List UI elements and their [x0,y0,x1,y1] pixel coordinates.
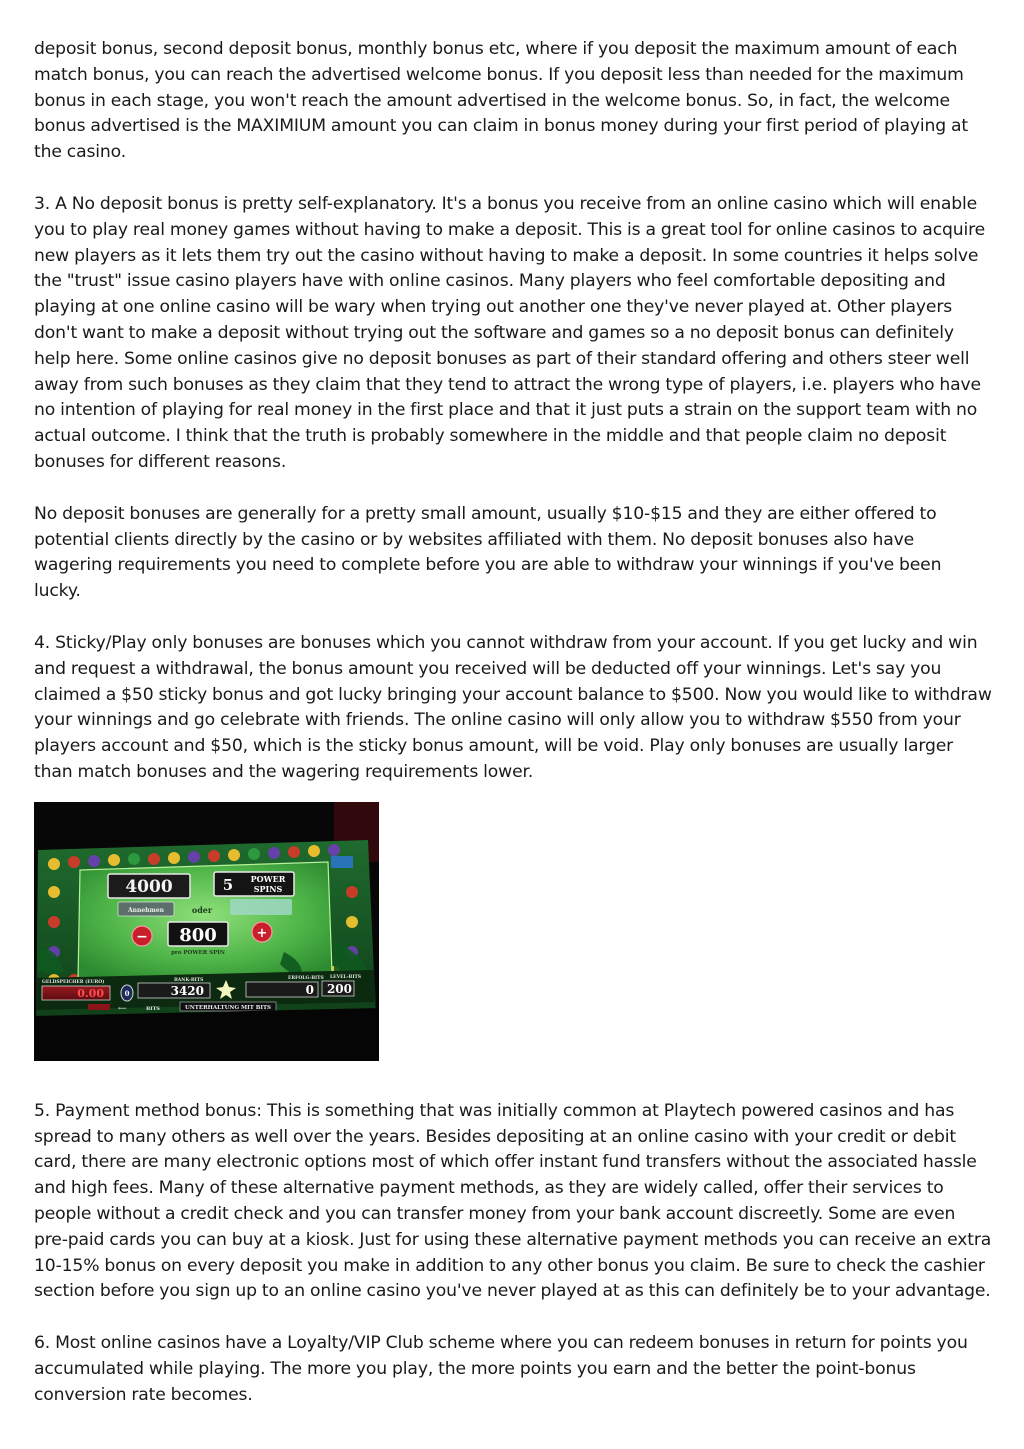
bet-value-text: 800 [179,924,217,946]
accept-label: Annehmen [127,906,165,914]
paragraph-no-deposit-bonus: 3. A No deposit bonus is pretty self-explanatory. It's a bonus you receive from an online casino which will enable you to play real money games without having to make a deposit. This is a great tool for online casinos to acquire new players as it lets them try out the casino without having to make a deposit. In some countries it helps solve the "trust" issue casino players have with online casinos. Many players who feel comfortable depositing and playing at one online casino will be wary when trying out another one they've never played at. Other players don't want to make a deposit without trying out the software and games so a no deposit bonus can definitely help here. Some online casinos give no deposit bonuses as part of their standard offering and others steer well away from such bonuses as they claim that they tend to attract the wrong type of players, i.e. players who have no intention of playing for real money in the first place and that it just puts a strain on the support team with no actual outcome. I think that the truth is probably somewhere in the middle and that people claim no deposit bonuses for different reasons. [34,193,986,472]
bonus-value-text: 4000 [125,876,173,897]
spins-label-1: POWER [250,873,286,884]
paragraph-no-deposit-amounts: No deposit bonuses are generally for a pretty small amount, usually $10-$15 and they are either offered to potential clients directly by the casino or by websites affiliated with them. No deposit bonuses also have wagering requirements you need to complete before you are able to withdraw your winnings if you've been lucky. [34,503,942,602]
paragraph-welcome-bonus: deposit bonus, second deposit bonus, monthly bonus etc, where if you deposit the maximum amount of each match bonus, you can reach the advertised welcome bonus. If you deposit less than needed for the maximum bonus in each stage, you won't reach the amount advertised in the welcome bonus. So, in fact, the welcome bonus advertised is the MAXIMIUM amount you can claim in bonus money during your first period of playing at the casino. [34,39,968,163]
minus-icon: − [136,928,148,945]
bits-label: BITS [146,1005,160,1012]
spins-label-2: SPINS [253,883,283,894]
plus-icon: + [256,925,268,941]
or-label: oder [191,904,213,915]
erfolg-value: 0 [305,982,314,997]
bank-label: BANK-BITS [174,977,204,983]
slot-machine-photo [34,802,379,1061]
spins-count-text: 5 [222,875,234,894]
erfolg-label: ERFOLG-BITS [288,975,324,981]
article-body [34,37,992,1408]
credit-value: 0.00 [77,986,104,1000]
credit-label: GELDSPEICHER (EURO) [42,979,105,985]
arrow-left-icon: ⟵ [118,1004,127,1012]
paragraph-loyalty-vip: 6. Most online casinos have a Loyalty/VIP Club scheme where you can redeem bonuses in return for points you accumulated while playing. The more you play, the more points you earn and the better the point-bonus conversion rate becomes. [34,1333,968,1405]
bet-caption: pro POWER SPIN [171,949,225,956]
decline-button[interactable] [230,899,292,915]
paragraph-sticky-bonus: 4. Sticky/Play only bonuses are bonuses which you cannot withdraw from your account. If you get lucky and win and request a withdrawal, the bonus amount you received will be deducted off your winnings. Let's say you claimed a $50 sticky bonus and got lucky bringing your account balance to $500. Now you would like to withdraw your winnings and go celebrate with friends. The online casino will only allow you to withdraw $550 from your players account and $50, which is the sticky bonus amount, will be void. Play only bonuses are usually larger than match bonuses and the wagering requirements lower. [34,632,992,782]
entertainment-label: UNTERHALTUNG MIT BITS [184,1004,272,1011]
paragraph-payment-method-bonus: 5. Payment method bonus: This is something that was initially common at Playtech powered casinos and has spread to many others as well over the years. Besides depositing at an online casino with your credit or debit card, there are many electronic options most of which offer instant fund transfers without the associated hassle and high fees. Many of these alternative payment methods, as they are widely called, offer their services to people without a credit check and you can transfer money from your bank account discreetly. Some are even pre-paid cards you can buy at a kiosk. Just for using these alternative payment methods you can receive an extra 10-15% bonus on every deposit you make in addition to any other bonus you claim. Be sure to check the cashier section before you sign up to an online casino you've never played at as this can definitely be to your advantage. [34,1100,992,1302]
bank-value: 3420 [170,983,204,998]
svg-text:0: 0 [124,988,130,998]
level-value: 200 [326,981,352,996]
level-label: LEVEL-BITS [330,974,362,980]
